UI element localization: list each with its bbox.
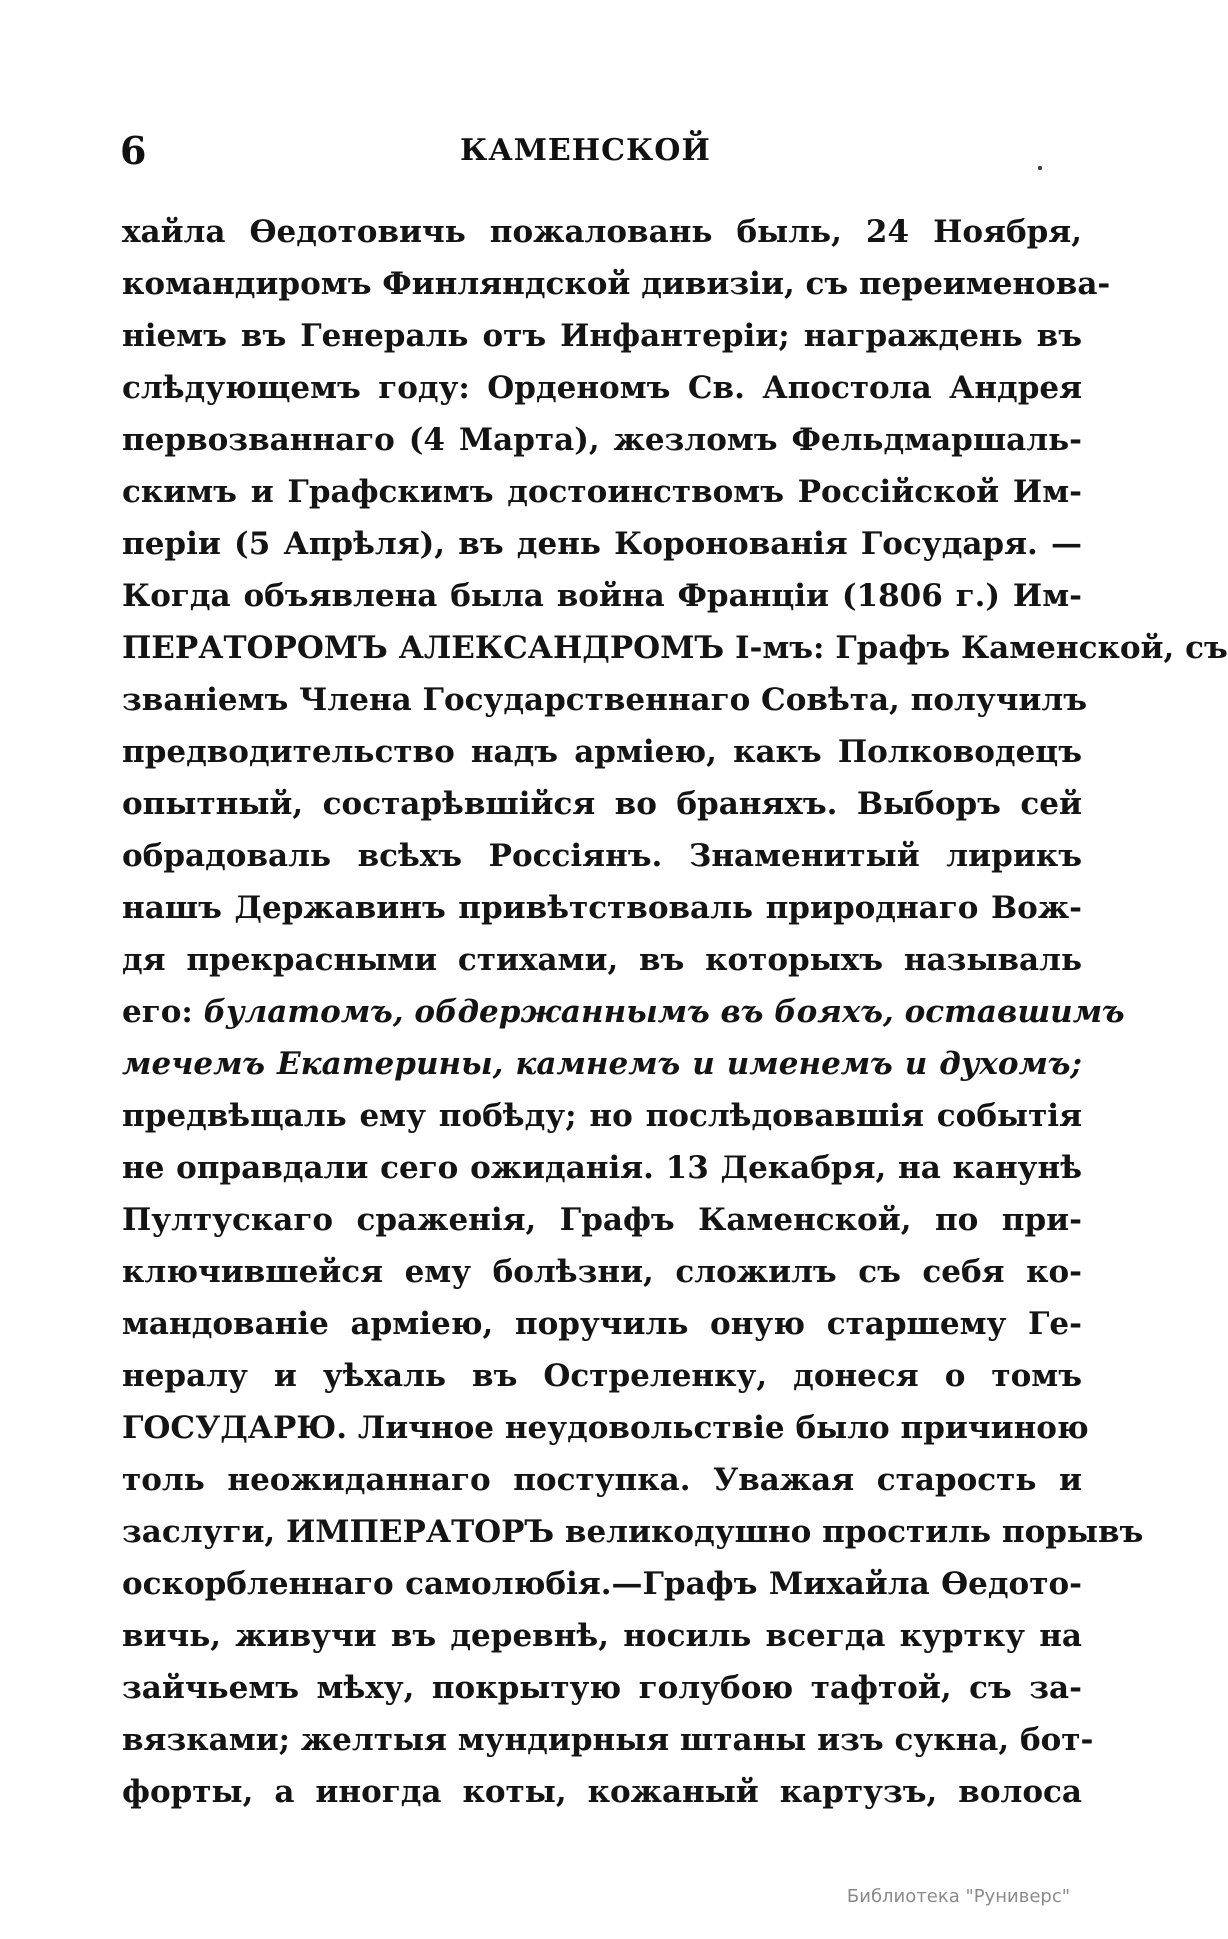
library-credit: Библиотека "Руниверс" bbox=[846, 1886, 1070, 1907]
text-line: командиромъ Финляндской дивизіи, съ переименова- bbox=[122, 266, 1111, 302]
body-text bbox=[122, 206, 1228, 1818]
text-line: ніемъ въ Генераль отъ Инфантеріи; награждень въ bbox=[122, 318, 1082, 354]
text-line: ГОСУДАРЮ. Личное неудовольствіе было причиною bbox=[122, 1410, 1089, 1446]
text-line: заслуги, ИМПЕРАТОРЪ великодушно простиль порывъ bbox=[122, 1514, 1144, 1550]
text-line-italic: булатомъ, обдержаннымъ въ бояхъ, оставшимъ bbox=[203, 994, 1125, 1030]
text-line-prefix: его: bbox=[122, 994, 204, 1030]
text-line: вязками; желтыя мундирныя штаны изъ сукна, бот- bbox=[122, 1722, 1094, 1758]
text-line: оскорбленнаго самолюбія.—Графъ Михайла Өедото- bbox=[122, 1566, 1082, 1602]
text-line: періи (5 Апрѣля), въ день Коронованія Государя. — bbox=[122, 526, 1082, 562]
text-line: обрадоваль всѣхъ Россіянъ. Знаменитый лирикъ bbox=[122, 838, 1082, 874]
text-line: зайчьемъ мѣху, покрытую голубою тафтой, съ за- bbox=[122, 1670, 1082, 1706]
text-line: предвѣщаль ему побѣду; но послѣдовавшія событія bbox=[122, 1098, 1082, 1134]
text-line: нералу и уѣхаль въ Остреленку, донеся о томъ bbox=[122, 1358, 1082, 1394]
text-line: скимъ и Графскимъ достоинствомъ Россійской Им- bbox=[122, 474, 1082, 510]
page-number: 6 bbox=[120, 128, 147, 173]
text-line: ПЕРАТОРОМЪ АЛЕКСАНДРОМЪ І-мъ: Графъ Каменской, съ bbox=[122, 630, 1228, 666]
text-line: вичь, живучи въ деревнѣ, носиль всегда куртку на bbox=[122, 1618, 1082, 1654]
text-line: ключившейся ему болѣзни, сложилъ съ себя ко- bbox=[122, 1254, 1082, 1290]
text-line: не оправдали сего ожиданія. 13 Декабря, на канунѣ bbox=[122, 1150, 1082, 1186]
text-line: мандованіе арміею, поручиль оную старшему Ге- bbox=[122, 1306, 1082, 1342]
text-line: предводительство надъ арміею, какъ Полководецъ bbox=[122, 734, 1082, 770]
text-line: хайла Өедотовичь пожаловань быль, 24 Ноября, bbox=[122, 214, 1082, 250]
text-line: Пултускаго сраженія, Графъ Каменской, по при- bbox=[122, 1202, 1082, 1238]
text-line: слѣдующемъ году: Орденомъ Св. Апостола Андрея bbox=[122, 370, 1082, 406]
text-line: форты, а иногда коты, кожаный картузъ, волоса bbox=[122, 1774, 1082, 1810]
text-line-mixed bbox=[122, 986, 1125, 1038]
text-line: званіемъ Члена Государственнаго Совѣта, получилъ bbox=[122, 682, 1088, 718]
running-head: КАМЕНСКОЙ bbox=[460, 133, 711, 168]
text-line-italic: мечемъ Екатерины, камнемъ и именемъ и духомъ; bbox=[122, 1046, 1082, 1082]
text-line: толь неожиданнаго поступка. Уважая старость и bbox=[122, 1462, 1082, 1498]
text-line: первозваннаго (4 Марта), жезломъ Фельдмаршаль- bbox=[122, 422, 1082, 458]
text-line: Когда объявлена была война Франціи (1806 г.) Им- bbox=[122, 578, 1082, 614]
text-line: дя прекрасными стихами, въ которыхъ называль bbox=[122, 942, 1082, 978]
text-line: нашъ Державинъ привѣтствоваль природнаго Вож- bbox=[122, 890, 1082, 926]
print-speck bbox=[1038, 166, 1042, 170]
text-line: опытный, состарѣвшійся во браняхъ. Выборъ сей bbox=[122, 786, 1082, 822]
